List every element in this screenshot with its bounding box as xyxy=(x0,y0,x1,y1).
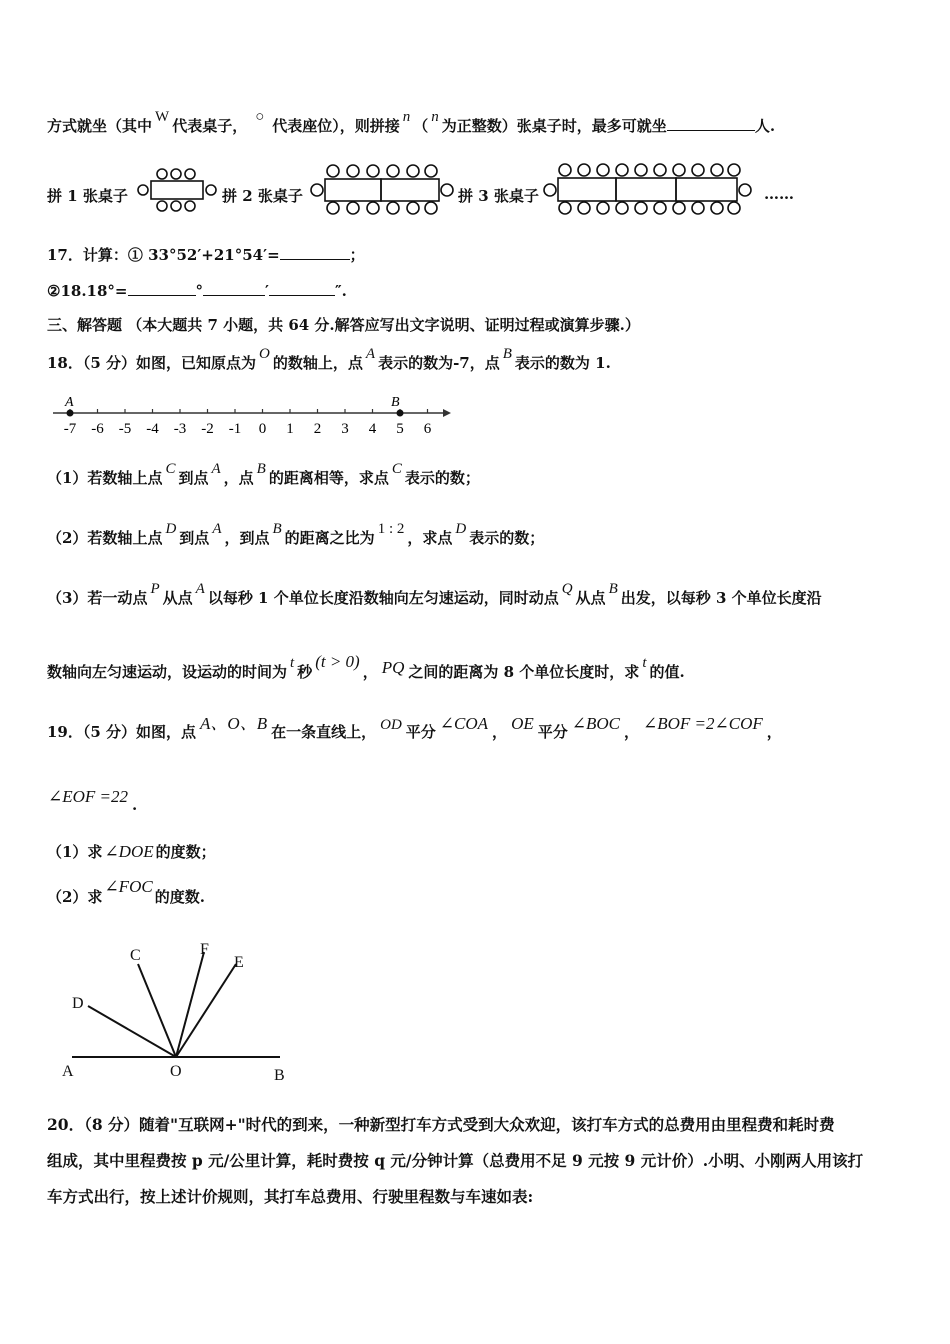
q17-line2: ②18.18°= ° ′ ″. xyxy=(47,282,347,300)
label-o: O xyxy=(170,1063,182,1080)
q17-line1: 17．计算：① 33°52′+21°54′= ； xyxy=(47,246,365,264)
label-c: C xyxy=(130,947,141,964)
axis-tick-label: 4 xyxy=(368,421,377,437)
table-group-3 xyxy=(544,164,751,214)
point-a-label: A xyxy=(65,395,74,410)
answer-blank-16[interactable] xyxy=(667,116,755,131)
q18-part3-line2: 数轴向左匀速运动，设运动的时间为 t 秒(t > 0)， PQ 之间的距离为 8 个单位长度时，求 t 的值. xyxy=(47,652,685,681)
label-b: B xyxy=(274,1067,285,1084)
point-b-dot xyxy=(397,410,404,417)
symbol-n-2: n xyxy=(431,109,439,125)
axis-tick-label: 5 xyxy=(396,421,404,437)
table-label-2: 拼 2 张桌子 xyxy=(222,187,303,205)
q19-part2: （2）求∠FOC的度数. xyxy=(47,877,205,906)
q18-part3-line1: （3）若一动点 P 从点 A 以每秒 1 个单位长度沿数轴向左匀速运动，同时动点 Q 从点 B 出发，以每秒 3 个单位长度沿 xyxy=(47,581,822,607)
table-label-3: 拼 3 张桌子 xyxy=(458,187,539,205)
label-f: F xyxy=(200,941,209,958)
q19-stem: 19．（5 分）如图，点 A、O、B 在一条直线上， OD 平分 ∠COA ， OE 平分 ∠BOC ， ∠BOF =2∠COF ， xyxy=(47,714,782,741)
axis-tick-label: -2 xyxy=(201,421,214,437)
label-e: E xyxy=(234,954,244,971)
q19-part1: （1）求 ∠DOE 的度数； xyxy=(47,842,216,861)
axis-arrow xyxy=(443,409,451,417)
axis-tick-label: 1 xyxy=(286,421,294,437)
axis-tick-label: -6 xyxy=(91,421,104,437)
table-group-2 xyxy=(311,165,453,214)
table-label-1: 拼 1 张桌子 xyxy=(47,187,128,205)
label-a: A xyxy=(62,1063,74,1080)
ellipsis: …… xyxy=(764,185,794,203)
answer-blank-17-3[interactable] xyxy=(203,281,265,296)
ray-oe xyxy=(176,964,236,1057)
symbol-o: ○ xyxy=(255,109,265,125)
symbol-w: W xyxy=(155,109,170,125)
tables-figure xyxy=(0,163,950,223)
angle-figure xyxy=(50,940,310,1090)
ray-oc xyxy=(138,964,176,1057)
ray-of xyxy=(176,952,204,1057)
axis-tick-label: 3 xyxy=(341,421,349,437)
q18-stem: 18．（5 分）如图，已知原点为 O 的数轴上，点 A 表示的数为-7，点 B 表示的数为 1. xyxy=(47,346,611,372)
axis-tick-label: 6 xyxy=(423,421,432,437)
q18-part2: （2）若数轴上点 D 到点 A ，到点 B 的距离之比为 1 : 2 ，求点 D 表示的数； xyxy=(47,521,545,547)
q20-line1: 20．（8 分）随着"互联网+"时代的到来，一种新型打车方式受到大众欢迎，该打车方式的总费用由里程费和耗时费 xyxy=(47,1115,835,1134)
q20-line3: 车方式出行，按上述计价规则，其打车总费用、行驶里程数与车速如表: xyxy=(47,1187,534,1206)
q19-stem-line2: ∠EOF =22 . xyxy=(48,787,138,814)
axis-tick-label: -3 xyxy=(173,421,187,437)
axis-tick-label: -1 xyxy=(228,421,242,437)
number-line xyxy=(45,392,465,442)
answer-blank-17-1[interactable] xyxy=(280,245,350,260)
q18-part1: （1）若数轴上点 C 到点 A ，点 B 的距离相等，求点 C 表示的数； xyxy=(47,461,480,487)
q16-line1: 方式就坐（其中 W 代表桌子， ○ 代表座位），则拼接 n （ n 为正整数）张桌子时，最多可就坐 人. xyxy=(47,109,776,135)
q20-line2: 组成，其中里程费按 p 元/公里计算，耗时费按 q 元/分钟计算（总费用不足 9 元按 9 元计价）.小明、小刚两人用该打 xyxy=(47,1151,864,1170)
axis-tick-label: 2 xyxy=(313,421,322,437)
axis-tick-label: -4 xyxy=(146,421,159,437)
label-d: D xyxy=(72,995,84,1012)
point-a-dot xyxy=(67,410,74,417)
table-group-1 xyxy=(138,169,216,211)
axis-tick-label: -5 xyxy=(118,421,132,437)
axis-tick-label: 0 xyxy=(258,421,267,437)
ray-od xyxy=(88,1006,176,1057)
answer-blank-17-4[interactable] xyxy=(269,281,335,296)
point-b-label: B xyxy=(391,395,400,410)
section-3-header: 三、解答题 （本大题共 7 小题，共 64 分.解答应写出文字说明、证明过程或演算步骤.） xyxy=(47,316,640,334)
symbol-n: n xyxy=(402,109,411,125)
answer-blank-17-2[interactable] xyxy=(128,281,196,296)
axis-tick-label: -7 xyxy=(63,421,77,437)
